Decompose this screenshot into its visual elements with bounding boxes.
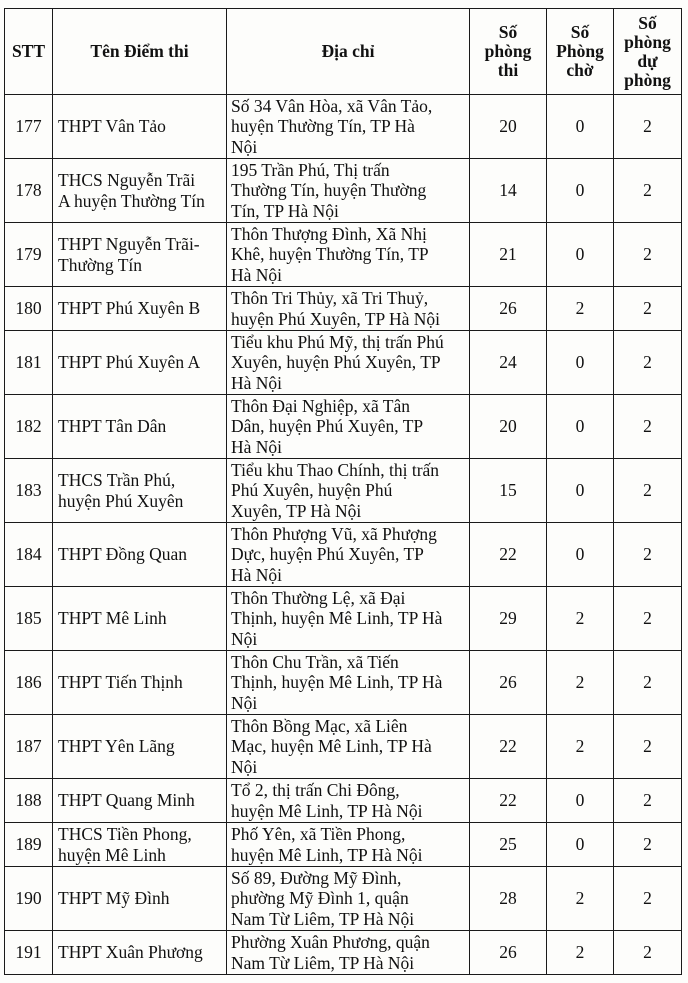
cell-line: huyện Thường Tín, TP Hà <box>231 116 415 137</box>
header-line: chờ <box>566 60 594 80</box>
cell-line: THPT Tiến Thịnh <box>58 672 183 693</box>
cell-line: Số 34 Vân Hòa, xã Vân Tảo, <box>231 95 433 116</box>
cell-stt: 178 <box>5 159 53 223</box>
cell-line: Hà Nội <box>231 564 283 585</box>
cell-line: Thôn Phượng Vũ, xã Phượng <box>231 523 437 544</box>
cell-address <box>227 523 470 587</box>
cell-waiting-rooms: 2 <box>547 867 614 931</box>
cell-address <box>227 715 470 779</box>
cell-line: Phố Yên, xã Tiền Phong, <box>231 824 406 844</box>
cell-stt: 184 <box>5 523 53 587</box>
header-line: phòng <box>624 69 671 90</box>
cell-address <box>227 587 470 651</box>
cell-address <box>227 95 470 159</box>
header-venue-name: Tên Điểm thi <box>53 9 227 95</box>
cell-line: Nội <box>231 692 258 713</box>
table-header-row <box>5 9 682 95</box>
cell-line: 195 Trần Phú, Thị trấn <box>231 159 390 180</box>
cell-line: THPT Tân Dân <box>58 416 167 437</box>
header-line: Số <box>570 22 590 42</box>
header-waiting-rooms <box>547 9 614 95</box>
cell-waiting-rooms: 0 <box>547 823 614 867</box>
cell-exam-rooms: 20 <box>470 395 547 459</box>
cell-line: THPT Mê Linh <box>58 608 167 629</box>
cell-line: Hà Nội <box>231 436 283 457</box>
cell-venue-name <box>53 395 227 459</box>
cell-exam-rooms: 22 <box>470 715 547 779</box>
cell-reserve-rooms: 2 <box>614 587 682 651</box>
table-row <box>5 287 682 331</box>
cell-line: Thịnh, huyện Mê Linh, TP Hà <box>231 672 443 693</box>
cell-exam-rooms: 14 <box>470 159 547 223</box>
cell-address <box>227 651 470 715</box>
header-reserve-rooms <box>614 9 682 95</box>
cell-address <box>227 459 470 523</box>
cell-waiting-rooms: 2 <box>547 931 614 975</box>
cell-line: THPT Mỹ Đình <box>58 888 170 909</box>
cell-stt: 181 <box>5 331 53 395</box>
table-row <box>5 523 682 587</box>
cell-venue-name <box>53 287 227 331</box>
table-row <box>5 459 682 523</box>
cell-address <box>227 287 470 331</box>
table-row <box>5 779 682 823</box>
cell-line: Số 89, Đường Mỹ Đình, <box>231 867 402 888</box>
cell-address <box>227 779 470 823</box>
cell-line: Nam Từ Liêm, TP Hà Nội <box>231 908 415 929</box>
cell-line: THPT Nguyễn Trãi- <box>58 234 200 254</box>
cell-line: huyện Phú Xuyên, TP Hà Nội <box>231 308 441 329</box>
cell-waiting-rooms: 0 <box>547 95 614 159</box>
cell-waiting-rooms: 0 <box>547 779 614 823</box>
cell-reserve-rooms: 2 <box>614 715 682 779</box>
cell-address <box>227 331 470 395</box>
header-line: phòng <box>484 41 532 61</box>
header-line: phòng <box>624 31 671 52</box>
header-line: Số <box>638 12 657 33</box>
cell-line: A huyện Thường Tín <box>58 190 205 211</box>
cell-waiting-rooms: 0 <box>547 331 614 395</box>
cell-venue-name <box>53 223 227 287</box>
cell-exam-rooms: 22 <box>470 523 547 587</box>
cell-waiting-rooms: 2 <box>547 651 614 715</box>
cell-line: Nam Từ Liêm, TP Hà Nội <box>231 952 415 973</box>
cell-reserve-rooms: 2 <box>614 523 682 587</box>
cell-line: Thôn Thường Lệ, xã Đại <box>231 587 406 608</box>
cell-line: THPT Vân Tảo <box>58 116 166 137</box>
cell-venue-name <box>53 867 227 931</box>
cell-exam-rooms: 26 <box>470 287 547 331</box>
cell-waiting-rooms: 0 <box>547 459 614 523</box>
cell-venue-name <box>53 523 227 587</box>
cell-waiting-rooms: 0 <box>547 395 614 459</box>
cell-reserve-rooms: 2 <box>614 95 682 159</box>
cell-reserve-rooms: 2 <box>614 867 682 931</box>
cell-venue-name <box>53 459 227 523</box>
cell-venue-name <box>53 715 227 779</box>
cell-reserve-rooms: 2 <box>614 823 682 867</box>
cell-line: huyện Mê Linh <box>58 844 166 865</box>
cell-line: Tiểu khu Phú Mỹ, thị trấn Phú <box>231 331 444 352</box>
cell-stt: 190 <box>5 867 53 931</box>
cell-line: Tổ 2, thị trấn Chi Đông, <box>231 780 400 800</box>
cell-exam-rooms: 21 <box>470 223 547 287</box>
cell-venue-name <box>53 651 227 715</box>
cell-stt: 188 <box>5 779 53 823</box>
cell-line: Hà Nội <box>231 372 283 393</box>
cell-exam-rooms: 26 <box>470 651 547 715</box>
cell-line: Xuyên, TP Hà Nội <box>231 500 362 521</box>
cell-line: THPT Đồng Quan <box>58 544 187 565</box>
cell-line: Phường Xuân Phương, quận <box>231 932 430 952</box>
cell-stt: 185 <box>5 587 53 651</box>
cell-venue-name <box>53 823 227 867</box>
table-row <box>5 223 682 287</box>
exam-venue-table <box>4 8 682 975</box>
cell-line: huyện Phú Xuyên <box>58 490 184 511</box>
cell-waiting-rooms: 0 <box>547 523 614 587</box>
cell-line: Nội <box>231 756 258 777</box>
header-line: thi <box>497 60 519 80</box>
cell-waiting-rooms: 0 <box>547 159 614 223</box>
cell-line: Tín, TP Hà Nội <box>231 200 339 221</box>
cell-line: Nội <box>231 136 258 157</box>
cell-waiting-rooms: 0 <box>547 223 614 287</box>
cell-line: Hà Nội <box>231 264 283 285</box>
cell-line: Dân, huyện Phú Xuyên, TP <box>231 416 424 437</box>
header-exam-rooms <box>470 9 547 95</box>
cell-exam-rooms: 25 <box>470 823 547 867</box>
cell-line: Thịnh, huyện Mê Linh, TP Hà <box>231 608 443 629</box>
cell-line: Tiểu khu Thao Chính, thị trấn <box>231 459 440 480</box>
cell-address <box>227 931 470 975</box>
cell-reserve-rooms: 2 <box>614 159 682 223</box>
cell-exam-rooms: 26 <box>470 931 547 975</box>
cell-line: Phú Xuyên, huyện Phú <box>231 480 393 501</box>
cell-stt: 180 <box>5 287 53 331</box>
cell-line: THPT Xuân Phương <box>58 942 203 963</box>
cell-line: THPT Yên Lãng <box>58 736 175 757</box>
header-address: Địa chỉ <box>227 9 470 95</box>
cell-stt: 189 <box>5 823 53 867</box>
table-row <box>5 587 682 651</box>
table-row <box>5 823 682 867</box>
cell-stt: 186 <box>5 651 53 715</box>
header-stt: STT <box>5 9 53 95</box>
cell-line: Thường Tín, huyện Thường <box>231 180 427 201</box>
cell-line: Thôn Bồng Mạc, xã Liên <box>231 715 408 736</box>
table-row <box>5 159 682 223</box>
cell-line: huyện Mê Linh, TP Hà Nội <box>231 800 423 821</box>
cell-line: Khê, huyện Thường Tín, TP <box>231 244 429 265</box>
cell-venue-name <box>53 779 227 823</box>
cell-exam-rooms: 29 <box>470 587 547 651</box>
cell-address <box>227 159 470 223</box>
cell-reserve-rooms: 2 <box>614 459 682 523</box>
cell-line: THPT Phú Xuyên B <box>58 298 201 319</box>
cell-waiting-rooms: 2 <box>547 287 614 331</box>
cell-venue-name <box>53 587 227 651</box>
header-line: dự <box>637 50 658 71</box>
cell-line: huyện Mê Linh, TP Hà Nội <box>231 844 423 865</box>
cell-waiting-rooms: 2 <box>547 715 614 779</box>
cell-exam-rooms: 28 <box>470 867 547 931</box>
cell-stt: 191 <box>5 931 53 975</box>
cell-reserve-rooms: 2 <box>614 395 682 459</box>
header-line: Phòng <box>556 41 604 61</box>
cell-waiting-rooms: 2 <box>547 587 614 651</box>
cell-exam-rooms: 24 <box>470 331 547 395</box>
cell-reserve-rooms: 2 <box>614 931 682 975</box>
cell-line: Mạc, huyện Mê Linh, TP Hà <box>231 736 432 757</box>
cell-stt: 179 <box>5 223 53 287</box>
table-row <box>5 867 682 931</box>
cell-reserve-rooms: 2 <box>614 331 682 395</box>
cell-venue-name <box>53 331 227 395</box>
cell-address <box>227 395 470 459</box>
cell-line: Thôn Tri Thủy, xã Tri Thuỷ, <box>231 288 429 308</box>
cell-reserve-rooms: 2 <box>614 779 682 823</box>
table-row <box>5 931 682 975</box>
cell-line: Nội <box>231 628 258 649</box>
table-row <box>5 331 682 395</box>
cell-reserve-rooms: 2 <box>614 287 682 331</box>
cell-line: THCS Nguyễn Trãi <box>58 170 196 190</box>
cell-line: Xuyên, huyện Phú Xuyên, TP <box>231 352 441 373</box>
cell-line: THCS Tiền Phong, <box>58 824 192 844</box>
cell-line: THCS Trần Phú, <box>58 470 176 490</box>
cell-line: Thường Tín <box>58 254 143 275</box>
cell-exam-rooms: 22 <box>470 779 547 823</box>
cell-line: THPT Quang Minh <box>58 790 195 811</box>
cell-line: phường Mỹ Đình 1, quận <box>231 888 409 909</box>
cell-reserve-rooms: 2 <box>614 223 682 287</box>
header-line: Số <box>498 22 518 42</box>
table-body <box>5 95 682 975</box>
cell-line: Thôn Thượng Đình, Xã Nhị <box>231 223 427 244</box>
cell-address <box>227 823 470 867</box>
cell-stt: 182 <box>5 395 53 459</box>
cell-stt: 187 <box>5 715 53 779</box>
cell-venue-name <box>53 159 227 223</box>
table-row <box>5 715 682 779</box>
cell-exam-rooms: 15 <box>470 459 547 523</box>
cell-reserve-rooms: 2 <box>614 651 682 715</box>
cell-address <box>227 867 470 931</box>
table-row <box>5 651 682 715</box>
cell-exam-rooms: 20 <box>470 95 547 159</box>
cell-line: Thôn Đại Nghiệp, xã Tân <box>231 395 411 416</box>
cell-line: THPT Phú Xuyên A <box>58 352 201 373</box>
cell-address <box>227 223 470 287</box>
cell-venue-name <box>53 95 227 159</box>
cell-venue-name <box>53 931 227 975</box>
cell-stt: 183 <box>5 459 53 523</box>
cell-line: Dực, huyện Phú Xuyên, TP <box>231 544 424 565</box>
table-row <box>5 95 682 159</box>
cell-stt: 177 <box>5 95 53 159</box>
cell-line: Thôn Chu Trần, xã Tiến <box>231 651 399 672</box>
table-row <box>5 395 682 459</box>
